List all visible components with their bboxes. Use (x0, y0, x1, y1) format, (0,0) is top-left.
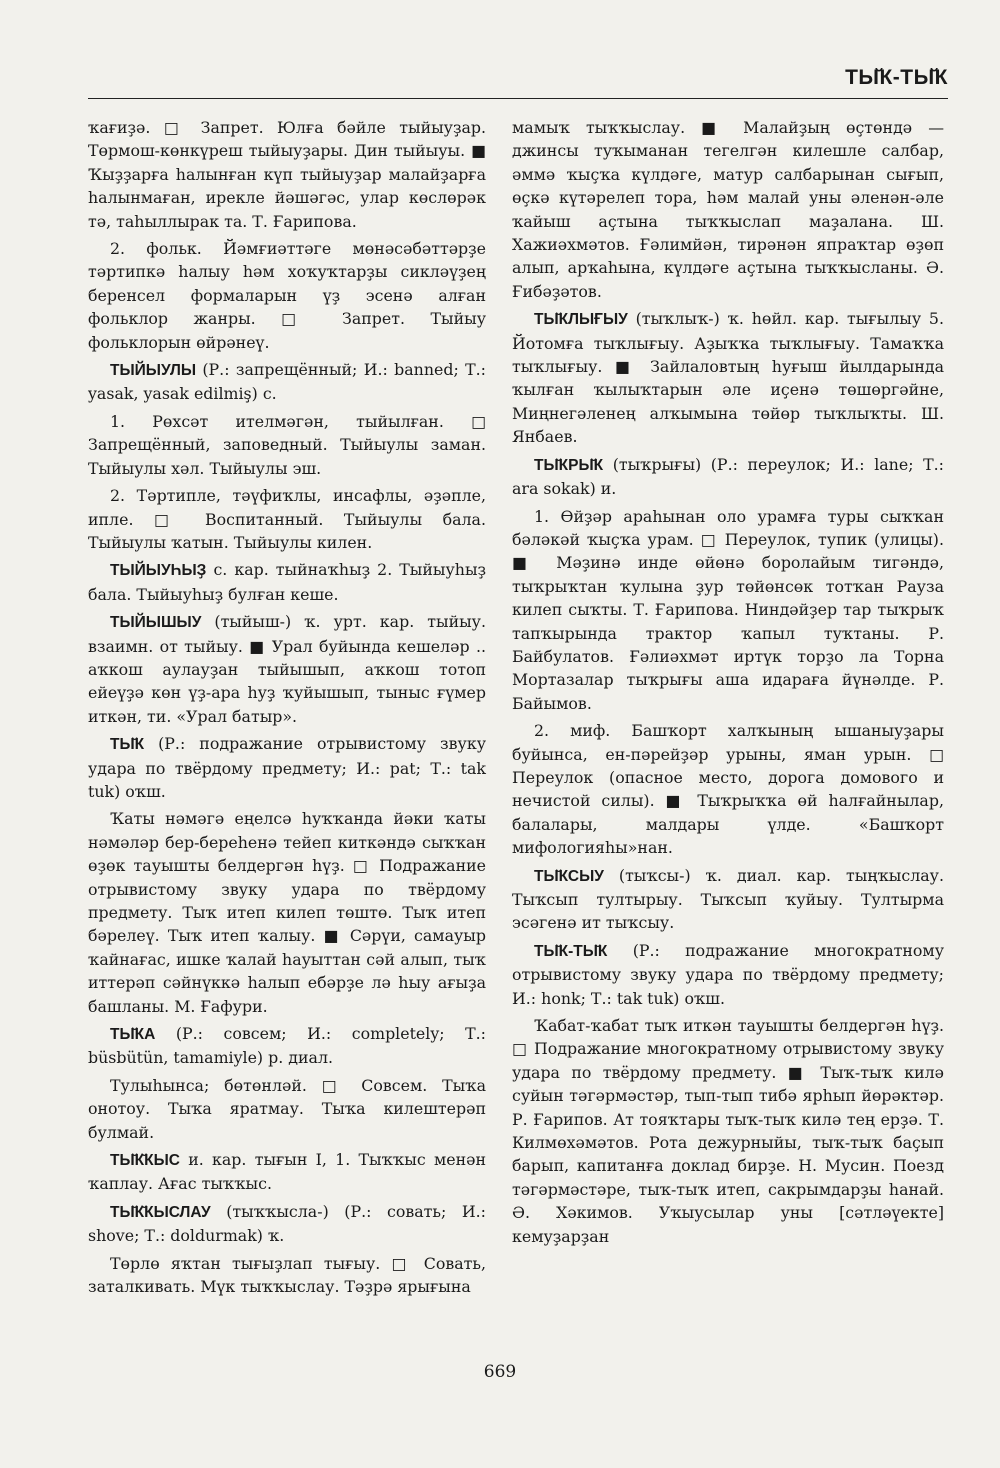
dictionary-entry (512, 864, 944, 935)
headword: ТЫЙЫУҺЫҘ (110, 562, 207, 580)
headword: ТЫ̆К̆КЫСЛАУ (110, 1203, 211, 1221)
entry-text: с. кар. тыйнаҡһыҙ 2. Тыйыуһыҙ бала. Тыйыуһыҙ булған кеше. (88, 560, 487, 604)
dictionary-entry (88, 1022, 486, 1070)
entry-text: и. кар. тығын I, 1. Тыҡҡыс менән ҡаплау. Ағас тыҡҡыс. (88, 1150, 486, 1194)
dictionary-entry (88, 1148, 486, 1196)
entry-text: 1. Рөхсәт ителмәгән, тыйылған. □ Запрещённый, заповедный. Тыйыулы заман. Тыйыулы хәл. Тыйыулы эш. (88, 411, 486, 478)
entry-paragraph (512, 719, 944, 859)
headword: ТЫ̆К̆КЫС (110, 1152, 180, 1170)
headword: ТЫ̆КСЫУ (534, 867, 604, 885)
dictionary-entry (88, 558, 486, 606)
dictionary-entry (512, 453, 944, 501)
entry-paragraph (512, 116, 944, 303)
entry-paragraph (88, 807, 486, 1018)
entry-text: 2. миф. Башҡорт халҡының ышаныуҙары буйынса, ен-пәрейҙәр урыны, яман урын. □ Переулок (опасное место, дорога домового и нечистой силы). ■ Тыҡрыҡҡа өй һалғайнылар, балалары, малдары үлде. «Башҡорт мифологияһы»нан. (512, 721, 944, 858)
dictionary-entry (512, 939, 944, 1010)
entry-paragraph (512, 505, 944, 716)
entry-text: (Р.: подражание многократному отрывистому звуку удара по твёрдому предмету; И.: honk; Т.: tak tuk) оҡш. (512, 940, 944, 1008)
left-column (88, 116, 486, 1303)
dictionary-entry (88, 358, 486, 406)
entry-paragraph (512, 1014, 944, 1248)
headword: ТЫ̆К (110, 736, 145, 754)
dictionary-entry (88, 732, 486, 803)
entry-text: Төрлө яҡтан тығыҙлап тығыу. □ Совать, заталкивать. Мүк тыҡҡыслау. Тәҙрә ярығына (88, 1253, 486, 1297)
headword: ТЫЙЫУЛЫ (110, 362, 197, 380)
page-number: 669 (483, 1362, 517, 1382)
entry-text: Ҡабат-ҡабат тыҡ иткән тауышты белдергән һүҙ. □ Подражание многократному отрывистому звуку удара по твёрдому предмету. ■ Тыҡ-тыҡ килә суйын тәгәрмәстәр, тып-тып тибә ярһып йөрәктәр. Р. Ғарипов. Ат тояҡтары тыҡ-тыҡ килә тең ерҙә. Т. Килмөхәмәтов. Рота дежурныйы, тыҡ-тыҡ баҫып барып, капитанға доклад бирҙе. Н. Мусин. Поезд тәгәрмәстәре, тыҡ-тыҡ итеп, сакрымдарҙы һанай. Ә. Хәкимов. Уҡыусылар уны [сәтләүекте] кемуҙарҙан (512, 1016, 944, 1246)
entry-paragraph (88, 484, 486, 554)
headword: ТЫ̆КА (110, 1026, 156, 1044)
entry-text: 1. Өйҙәр араһынан оло урамға туры сыҡҡан бәләкәй ҡыҫҡа урам. □ Переулок, тупик (улицы). ■ Мәҙинә инде өйөнә боролайым тигәндә, тыҡрыҡтан ҡулына ҙур төйөнсөк тотҡан Рауза килеп сыҡты. Т. Ғарипова. Ниндәйҙер тар тыҡрыҡ тапҡырында трактор ҡапыл туҡтаны. Р. Байбулатов. Ғәлиәхмәт иртүк торҙо ла Торна Мортазалар тыҡрығы аша идараға йүнәлде. Р. Байымов. (512, 506, 944, 713)
entry-paragraph (88, 116, 486, 233)
entry-paragraph (88, 1074, 486, 1144)
running-head: ТЫ̆К-ТЫ̆К (845, 66, 948, 89)
entry-text: (тыҡрығы) (Р.: переулок; И.: lane; Т.: ara sokak) и. (512, 454, 944, 499)
header-rule (88, 98, 948, 99)
headword: ТЫ̆КЛЫҒЫУ (534, 311, 628, 329)
headword: ТЫ̆К-ТЫ̆К (534, 942, 608, 960)
entry-text: (Р.: подражание отрывистому звуку удара по твёрдому предмету; И.: pat; Т.: tak tuk) оҡш. (88, 734, 486, 801)
entry-text: мамыҡ тыҡҡыслау. ■ Малайҙың өҫтөндә — джинсы туҡыманан тегелгән килешле салбар, әммә ҡыҫҡа күлдәге, матур салбарынан сығып, өҫкә күтәрелеп тора, һәм малай уны әленән-әле ҡайыш аҫтына тыҡҡыслап маҙалана. Ш. Хажиәхмәтов. Ғәлимйән, тирәнән япраҡтар өҙөп алып, арҡаһына, күлдәге аҫтына тыҡҡысланы. Ә. Ғибәҙәтов. (512, 118, 944, 301)
entry-paragraph (88, 1252, 486, 1299)
entry-text: (тыйыш-) ҡ. урт. кар. тыйыу. взаимн. от тыйыу. ■ Урал буйында кешеләр .. аҡкош аулауҙан тыйышып, аҡкош тотоп ейеүҙә көн үҙ-ара һуҙ ҡуйышып, тыныс ғүмер иткән, ти. «Урал батыр». (88, 612, 486, 726)
entry-text: 2. фольк. Йәмғиәттәге мөнәсәбәттәрҙе тәртипкә һалыу һәм хоҡуҡтарҙы сикләүҙең беренсел формаларын үҙ эсенә алған фольклор жанры. □ Запрет. Тыйыу фольклорын өйрәнеү. (88, 239, 486, 352)
headword: ТЫ̆КРЫ̆К (534, 456, 604, 474)
entry-text: (тыҡлыҡ-) ҡ. һөйл. кар. тығылыу 5. Йотомға тыҡлығыу. Аҙыҡҡа тыҡлығыу. Тамаҡҡа тыҡлығыу. ■ Зайлаловтың һуғыш йылдарында ҡылған ҡылыҡтарын әле иҫенә төшөргәйне, Миңнегәленең алҡымына төйөр тыҡлыҡты. Ш. Янбаев. (512, 309, 944, 447)
headword: ТЫЙЫШЫУ (110, 614, 202, 632)
entry-text: (Р.: совсем; И.: completely; Т.: büsbütün, tamamiyle) р. диал. (88, 1024, 486, 1068)
entry-text: (тыҡҡысла-) (Р.: совать; И.: shove; Т.: doldurmak) ҡ. (88, 1201, 486, 1246)
right-column (512, 116, 944, 1252)
dictionary-entry (88, 610, 486, 728)
entry-text: Тулыһынса; бөтөнләй. □ Совсем. Тыҡа онотоу. Тыҡа яратмау. Тыҡа килештерәп булмай. (88, 1075, 486, 1142)
entry-text: (тыҡсы-) ҡ. диал. кар. тыңҡыслау. Тыҡсып тултырыу. Тыҡсып ҡуйыу. Тултырма эсәгенә ит тыҡсыу. (512, 865, 944, 933)
entry-text: (Р.: запрещённый; И.: banned; Т.: yasak, yasak edilmiş) с. (88, 360, 486, 404)
entry-text: ҡағиҙә. □ Запрет. Юлға бәйле тыйыуҙар. Төрмош-көнкүреш тыйыуҙары. Дин тыйыуы. ■ Ҡыҙҙарға һалынған күп тыйыуҙар малайҙарға һалынмаған, ирекле йәшәгәс, улар көслөрәк тә, таһыллырак та. Т. Ғарипова. (88, 118, 486, 231)
dictionary-entry (512, 307, 944, 448)
entry-text: 2. Тәртипле, тәүфиҡлы, инсафлы, әҙәпле, ипле. □ Воспитанный. Тыйыулы бала. Тыйыулы ҡатын. Тыйыулы килен. (88, 486, 486, 552)
entry-text: Ҡаты нәмәгә еңелсә һуҡҡанда йәки ҡаты нәмәләр бер-береһенә тейеп киткәндә сыҡҡан өҙөк тауышты белдергән һүҙ. □ Подражание отрывистому звуку удара по твёрдому предмету. Тыҡ итеп килеп төштө. Тыҡ итеп бәрелеү. Тыҡ итеп ҡалыу. ■ Сәрүи, самауыр ҡайнағас, ишке ҡалай һауыттан сәй алып, тыҡ иттерәп сәйнүккә һалып ебәрҙе лә һыу ағыҙа башланы. М. Ғафури. (88, 809, 486, 1016)
entry-paragraph (88, 237, 486, 354)
entry-paragraph (88, 410, 486, 480)
dictionary-entry (88, 1200, 486, 1248)
